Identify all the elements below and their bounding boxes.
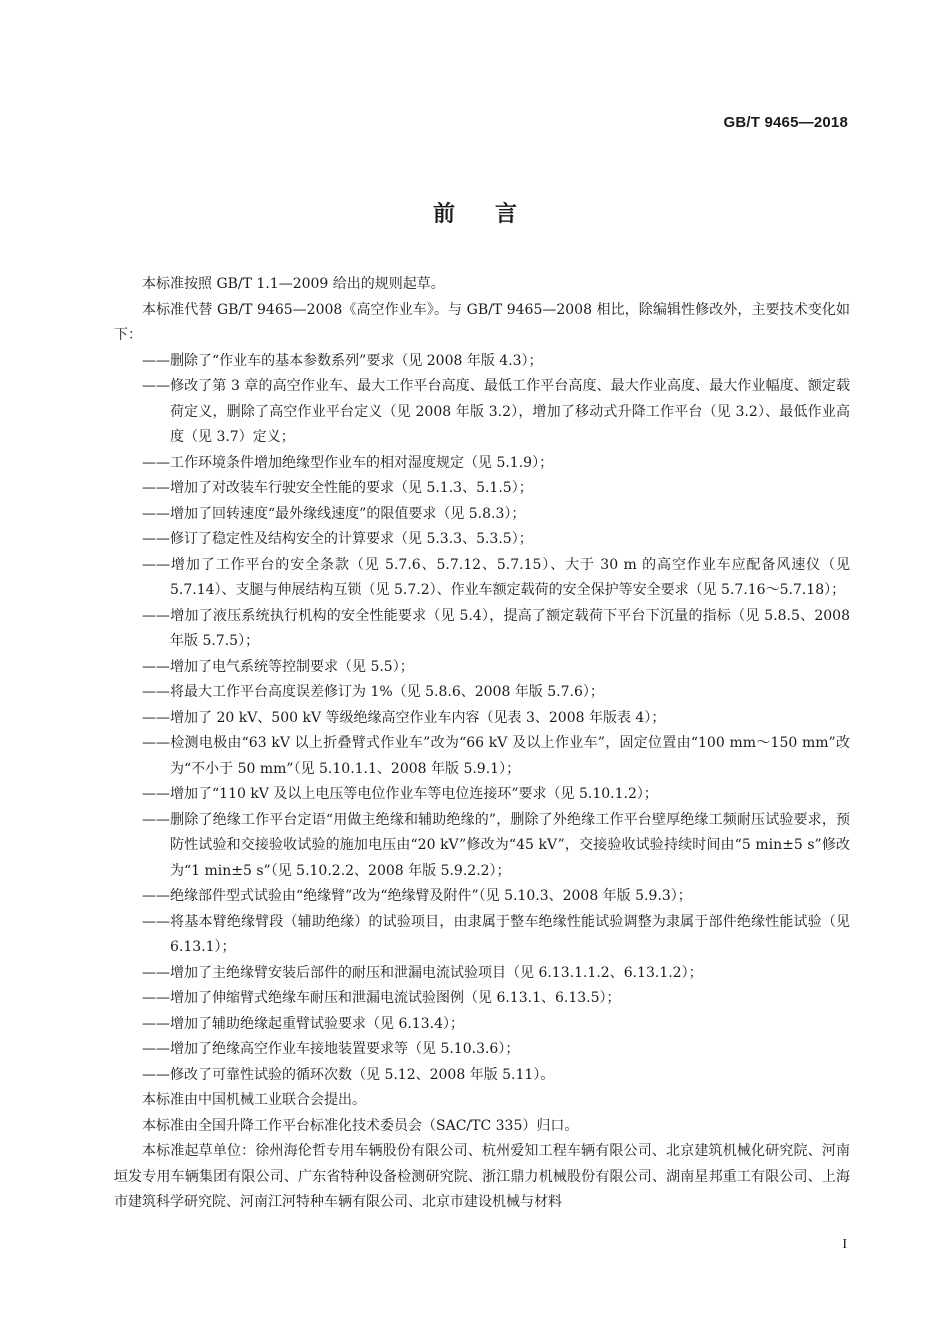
changes-list bbox=[114, 349, 850, 1089]
list-item: ——增加了电气系统等控制要求（见 5.5）； bbox=[142, 658, 414, 675]
list-item: ——增加了绝缘高空作业车接地装置要求等（见 5.10.3.6）； bbox=[142, 1041, 520, 1057]
list-item: ——增加了液压系统执行机构的安全性能要求（见 5.4），提高了额定载荷下平台下沉量的指标（见 5.8.5、2008 年版 5.7.5）； bbox=[142, 607, 850, 649]
list-item: ——增加了主绝缘臂安装后部件的耐压和泄漏电流试验项目（见 6.13.1.1.2、6.13.1.2）； bbox=[142, 964, 703, 981]
list-item: ——增加了 20 kV、500 kV 等级绝缘高空作业车内容（见表 3、2008 年版表 4）； bbox=[142, 709, 666, 726]
paragraph-drafting-units: 本标准起草单位：徐州海伦哲专用车辆股份有限公司、杭州爱知工程车辆有限公司、北京建筑机械化研究院、河南垣发专用车辆集团有限公司、广东省特种设备检测研究院、浙江鼎力机械股份有限公司、湖南星邦重工有限公司、上海市建筑科学研究院、河南江河特种车辆有限公司、北京市建设机械与材料 bbox=[114, 1143, 850, 1210]
list-item: ——修改了第 3 章的高空作业车、最大工作平台高度、最低工作平台高度、最大作业高度、最大作业幅度、额定载荷定义，删除了高空作业平台定义（见 2008 年版 3.2），增加了移动式升降工作平台（见 3.2）、最低作业高度（见 3.7）定义； bbox=[142, 378, 850, 445]
paragraph-drafting-rules: 本标准按照 GB/T 1.1—2009 给出的规则起草。 bbox=[142, 276, 445, 292]
list-item: ——增加了伸缩臂式绝缘车耐压和泄漏电流试验图例（见 6.13.1、6.13.5）； bbox=[142, 990, 621, 1006]
list-item: ——检测电极由“63 kV 以上折叠臂式作业车”改为“66 kV 及以上作业车”，固定位置由“100 mm～150 mm”改为“不小于 50 mm”（见 5.10.1.1、2008 年版 5.9.1）； bbox=[142, 735, 850, 777]
document-body bbox=[114, 272, 850, 1216]
list-item: ——修改了可靠性试验的循环次数（见 5.12、2008 年版 5.11）。 bbox=[142, 1066, 555, 1083]
list-item: ——工作环境条件增加绝缘型作业车的相对湿度规定（见 5.1.9）； bbox=[142, 454, 554, 471]
page-title: 前言 bbox=[432, 202, 557, 227]
list-item: ——删除了绝缘工作平台定语“用做主绝缘和辅助绝缘的”，删除了外绝缘工作平台壁厚绝缘工频耐压试验要求，预防性试验和交接验收试验的施加电压由“20 kV”修改为“45 kV”，交接验收试验持续时间由“5 min±5 s”修改为“1 min±5 s”（见 5.10.2.2、2008 年版 5.9.2.2）； bbox=[142, 811, 850, 879]
list-item: ——增加了辅助绝缘起重臂试验要求（见 6.13.4）； bbox=[142, 1015, 464, 1032]
paragraph-committee: 本标准由全国升降工作平台标准化技术委员会（SAC/TC 335）归口。 bbox=[142, 1117, 579, 1134]
list-item: ——将基本臂绝缘臂段（辅助绝缘）的试验项目，由隶属于整车绝缘性能试验调整为隶属于部件绝缘性能试验（见 6.13.1）； bbox=[142, 913, 850, 955]
list-item: ——增加了工作平台的安全条款（见 5.7.6、5.7.12、5.7.15）、大于 30 m 的高空作业车应配备风速仪（见 5.7.14）、支腿与伸展结构互锁（见 5.7.2）、作业车额定载荷的安全保护等安全要求（见 5.7.16～5.7.18）； bbox=[142, 556, 850, 598]
list-item: ——增加了回转速度“最外缘线速度”的限值要求（见 5.8.3）； bbox=[142, 505, 526, 522]
list-item: ——将最大工作平台高度误差修订为 1%（见 5.8.6、2008 年版 5.7.6）； bbox=[142, 684, 604, 700]
list-item: ——修订了稳定性及结构安全的计算要求（见 5.3.3、5.3.5）； bbox=[142, 531, 533, 547]
list-item: ——绝缘部件型式试验由“绝缘臂”改为“绝缘臂及附件”（见 5.10.3、2008 年版 5.9.3）； bbox=[142, 888, 692, 904]
page-number: I bbox=[842, 1237, 847, 1252]
paragraph-proposer: 本标准由中国机械工业联合会提出。 bbox=[142, 1092, 366, 1108]
standard-code: GB/T 9465—2018 bbox=[723, 114, 848, 131]
paragraph-replacement: 本标准代替 GB/T 9465—2008《高空作业车》。与 GB/T 9465—2008 相比，除编辑性修改外，主要技术变化如下： bbox=[114, 301, 850, 343]
list-item: ——增加了“110 kV 及以上电压等电位作业车等电位连接环”要求（见 5.10.1.2）； bbox=[142, 786, 658, 802]
list-item: ——删除了“作业车的基本参数系列”要求（见 2008 年版 4.3）； bbox=[142, 352, 543, 369]
list-item: ——增加了对改装车行驶安全性能的要求（见 5.1.3、5.1.5）； bbox=[142, 480, 533, 496]
